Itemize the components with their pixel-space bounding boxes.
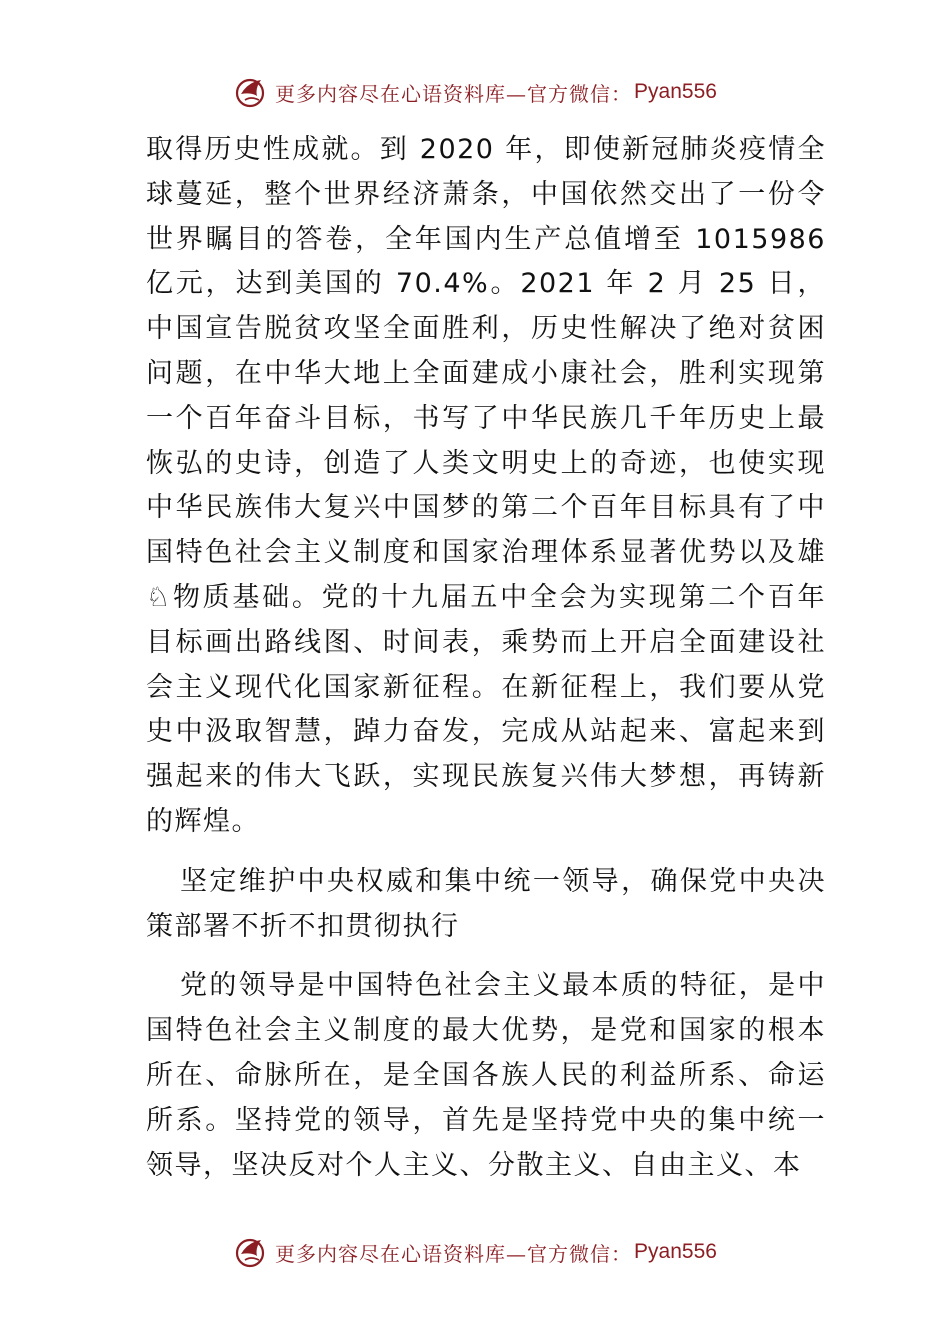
brand-logo-icon xyxy=(233,74,269,110)
document-body xyxy=(146,128,826,1188)
section-heading: 坚定维护中央权威和集中统一领导，确保党中央决策部署不折不扣贯彻执行 xyxy=(146,865,826,942)
header-text: 更多内容尽在心语资料库—官方微信： xyxy=(275,81,633,106)
footer-banner xyxy=(0,1232,950,1272)
header-banner xyxy=(0,72,950,112)
paragraph-2: 党的领导是中国特色社会主义最本质的特征，是中国特色社会主义制度的最大优势，是党和国家的根本所在、命脉所在，是全国各族人民的利益所系、命运所系。坚持党的领导，首先是坚持党中央的集中统一领导，坚决反对个人主义、分散主义、自由主义、本 xyxy=(146,970,826,1181)
brand-logo-icon xyxy=(233,1234,269,1270)
footer-text: 更多内容尽在心语资料库—官方微信： xyxy=(275,1241,633,1266)
paragraph-1: 取得历史性成就。到 2020 年，即使新冠肺炎疫情全球蔓延，整个世界经济萧条，中国依然交出了一份令世界瞩目的答卷，全年国内生产总值增至 1015986 亿元，达到美国的 70.4%。2021 年 2 月 25 日，中国宣告脱贫攻坚全面胜利，历史性解决了绝对贫困问题，在中华大地上全面建成小康社会，胜利实现第一个百年奋斗目标，书写了中华民族几千年历史上最恢弘的史诗，创造了人类文明史上的奇迹，也使实现中华民族伟大复兴中国梦的第二个百年目标具有了中国特色社会主义制度和国家治理体系显著优势以及雄♘物质基础。党的十九届五中全会为实现第二个百年目标画出路线图、时间表，乘势而上开启全面建设社会主义现代化国家新征程。在新征程上，我们要从党史中汲取智慧，踔力奋发，完成从站起来、富起来到强起来的伟大飞跃，实现民族复兴伟大梦想，再铸新的辉煌。 xyxy=(146,134,826,837)
footer-wechat-id: Pyan556 xyxy=(634,1240,717,1263)
header-wechat-id: Pyan556 xyxy=(634,80,717,103)
